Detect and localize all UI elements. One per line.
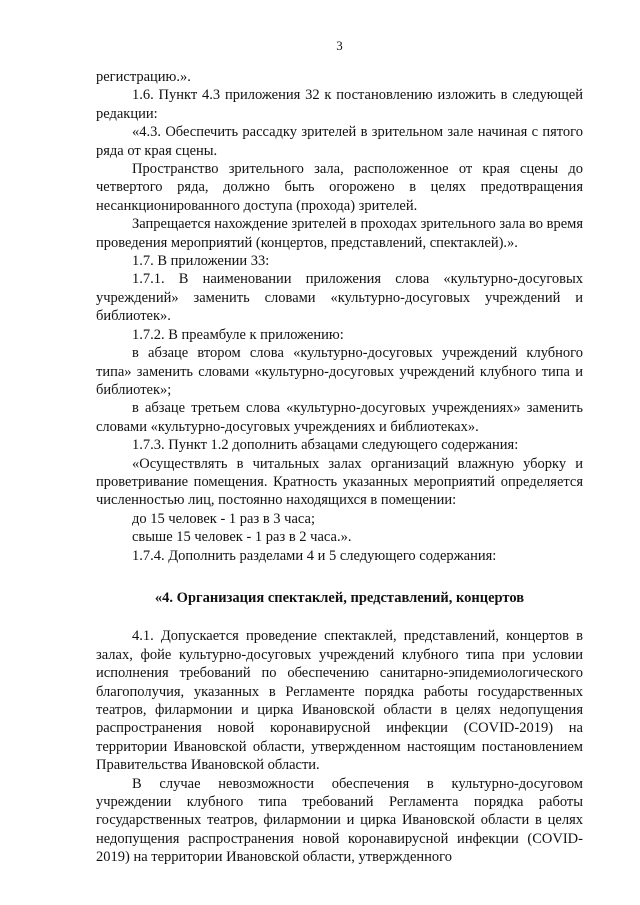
body-bottom xyxy=(96,627,583,866)
paragraph: свыше 15 человек - 1 раз в 2 часа.». xyxy=(132,529,352,546)
paragraph: «4.3. Обеспечить рассадку зрителей в зрительном зале начиная с пятого ряда от края сцены. xyxy=(96,124,583,159)
paragraph: В случае невозможности обеспечения в культурно-досуговом учреждении клубного типа требований Регламента порядка работы государственных театров, филармонии и цирка Ивановской области в целях недопущения распространения новой коронавирусной инфекции (COVID-2019) на территории Ивановской области, утвержденного xyxy=(96,775,583,866)
body-top xyxy=(96,68,583,565)
paragraph: 4.1. Допускается проведение спектаклей, представлений, концертов в залах, фойе культурно-досуговых учреждений клубного типа при условии исполнения требований по обеспечению санитарно-эпидемиологического благополучия, указанных в Регламенте порядка работы государственных театров, филармонии и цирка Ивановской области в целях недопущения распространения новой коронавирусной инфекции (COVID-2019) на территории Ивановской области, утвержденном настоящим постановлением Правительства Ивановской области. xyxy=(96,628,583,774)
paragraph: в абзаце втором слова «культурно-досуговых учреждений клубного типа» заменить словами «культурно-досуговых учреждений клубного типа и библиотек»; xyxy=(96,345,583,398)
paragraph: в абзаце третьем слова «культурно-досуговых учреждениях» заменить словами «культурно-досуговых учреждениях и библиотеках». xyxy=(96,400,583,435)
paragraph: 1.7.4. Дополнить разделами 4 и 5 следующего содержания: xyxy=(132,547,497,564)
paragraph: 1.7.3. Пункт 1.2 дополнить абзацами следующего содержания: xyxy=(132,437,519,454)
paragraph: 1.7. В приложении 33: xyxy=(132,253,270,270)
paragraph: Запрещается нахождение зрителей в проходах зрительного зала во время проведения мероприятий (концертов, представлений, спектаклей).». xyxy=(96,216,584,251)
paragraph: 1.7.2. В преамбуле к приложению: xyxy=(132,326,344,343)
paragraph: Пространство зрительного зала, расположенное от края сцены до четвертого ряда, должно быть огорожено в целях предотвращения несанкционированного доступа (прохода) зрителей. xyxy=(96,161,583,214)
section-heading xyxy=(96,589,583,607)
page-number: 3 xyxy=(336,38,343,53)
paragraph: регистрацию.». xyxy=(96,69,191,85)
paragraph: до 15 человек - 1 раз в 3 часа; xyxy=(132,510,315,527)
paragraph: 1.6. Пункт 4.3 приложения 32 к постановлению изложить в следующей редакции: xyxy=(96,87,583,122)
paragraph: «Осуществлять в читальных залах организаций влажную уборку и проветривание помещения. Кратность указанных мероприятий определяется численностью лиц, постоянно находящихся в помещении: xyxy=(96,455,583,509)
section-title: Организация спектаклей, представлений, концертов xyxy=(173,589,525,606)
section-quote: « xyxy=(154,589,163,606)
paragraph: 1.7.1. В наименовании приложения слова «культурно-досуговых учреждений» заменить словами «культурно-досуговых учреждений и библиотек». xyxy=(96,271,583,325)
section-number: 4. xyxy=(162,589,174,606)
